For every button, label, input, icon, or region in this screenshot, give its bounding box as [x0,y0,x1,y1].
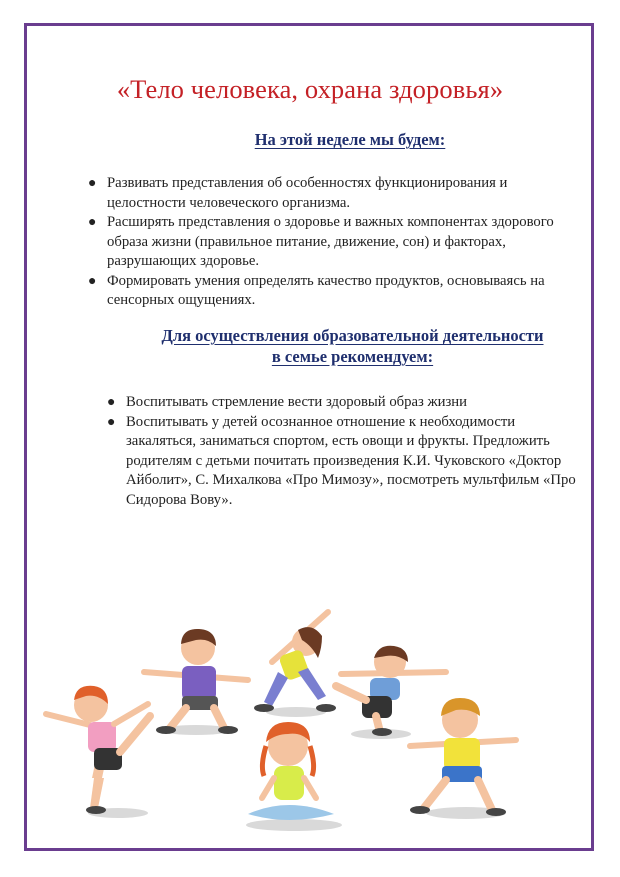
section-heading-line1: Для осуществления образовательной деятельности [161,326,544,345]
week-goals-list [88,174,578,311]
list-item-text: Формировать умения определять качество продуктов, основываясь на сенсорных ощущениях. [107,272,545,308]
list-item-text: Развивать представления об особенностях функционирования и целостности человеческого организма. [107,175,508,211]
list-item [107,413,587,511]
list-item [107,393,587,413]
section-heading-family [120,325,585,367]
list-item-text: Воспитывать у детей осознанное отношение к необходимости закаляться, заниматься спортом, есть овощи и фрукты. Предложить родителям с детьми почитать произведения К.И. Чуковского «Доктор Айболит», С. Михалкова «Про Мимозу», посмотреть мультфильм «Про Сидорова Вову». [126,413,576,508]
list-item-text: Воспитывать стремление вести здоровый образ жизни [126,394,467,410]
page-title: «Тело человека, охрана здоровья» [116,74,504,104]
list-item [88,174,578,213]
kids-exercising-illustration [36,600,584,835]
kid-girl-meditation-icon [248,722,334,820]
section-heading-line2: в семье рекомендуем: [271,347,434,366]
bullet-icon: ● [88,215,97,230]
bullet-icon: ● [88,176,97,191]
kid-boy-warrior-icon [410,698,516,816]
family-recommendations-list [107,393,587,510]
kid-girl-balance-icon [46,686,150,814]
list-item-text: Расширять представления о здоровье и важных компонентах здорового образа жизни (правильное питание, движение, сон) и факторах, разрушающих здоровье. [107,214,554,269]
bullet-icon: ● [107,395,116,410]
bullet-icon: ● [107,414,116,430]
bullet-icon: ● [88,273,97,289]
section-heading-week: На этой неделе мы будем: [254,130,446,149]
list-item [88,272,578,311]
kid-girl-pose-icon [336,646,446,736]
kid-boy-lunge-icon [144,629,248,734]
kid-girl-stretch-icon [254,612,336,712]
list-item [88,213,578,272]
